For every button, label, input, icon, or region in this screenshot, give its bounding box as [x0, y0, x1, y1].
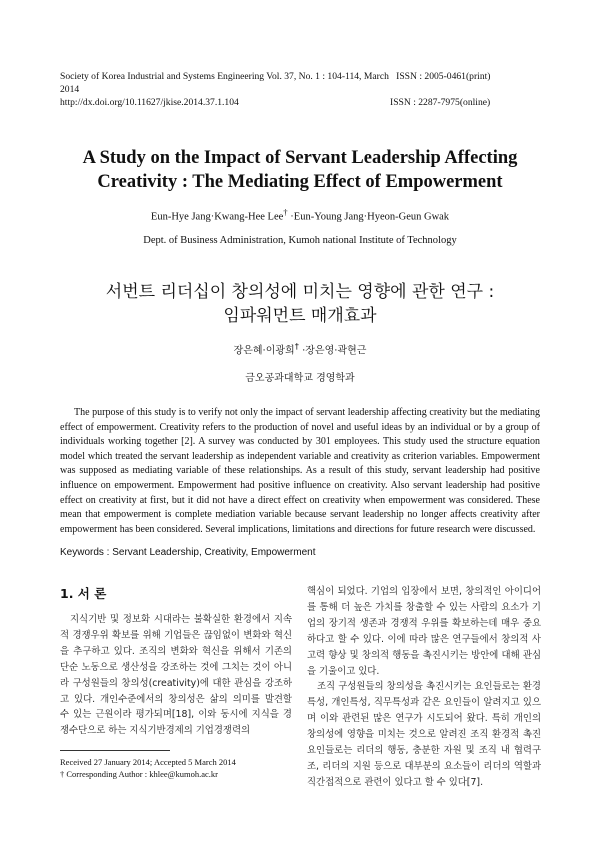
keywords: [60, 547, 540, 558]
body-paragraph: 지식기반 및 정보화 시대라는 불확실한 환경에서 지속적 경쟁우위 확보를 위해 기업들은 끊임없이 변화와 혁신을 추구하고 있다. 조직의 변화와 혁신을 위해서 기존의 단순 노동으로 생산성을 강조하는 것에 그치는 것이 아니라 구성원들의 창의성(creativity)에 대한 관심을 강조하고 있다. 개인수준에서의 창의성은 삶의 의미를 발견할 수 있는 근원이라 평가되며[18], 이와 동시에 지식을 경쟁수단으로 하는 지식기반경제의 기업경쟁력의: [60, 614, 292, 737]
authors-korean: [60, 341, 540, 356]
doi-link[interactable]: http://dx.doi.org/10.11627/jkise.2014.37.1.104: [60, 97, 239, 108]
title-korean-line1: 서번트 리더십이 창의성에 미치는 영향에 관한 연구 :: [105, 282, 495, 302]
footnotes: [60, 756, 300, 780]
footnote-divider: [60, 750, 170, 751]
body-paragraph: 핵심이 되었다. 기업의 입장에서 보면, 창의적인 아이디어를 통해 더 높은 가치를 창출할 수 있는 사람의 요소가 기업의 장기적 생존과 경쟁적 우위를 확보하는데 매우 중요하다고 할 수 있다. 이에 따라 많은 연구들에서 창의적 사고력 향상 및 창의적 행동을 촉진시키는 방안에 대해 관심을 기울이고 있다.: [307, 586, 541, 677]
author-separator: ·: [210, 211, 215, 223]
author-ko-3: 장은영: [305, 345, 335, 357]
section-heading-introduction: 1. 서 론: [60, 586, 107, 601]
author-2: Kwang-Hee Lee: [214, 211, 284, 223]
corresponding-dagger-ko: †: [294, 341, 299, 351]
journal-header: [60, 70, 540, 109]
body-paragraph: 조직 구성원들의 창의성을 촉진시키는 요인들로는 환경특성, 개인특성, 직무특성과 같은 요인들이 알려지고 있으며 이와 관련된 많은 연구가 시도되어 왔다. 특히 개인의 창의성에 영향을 미치는 것으로 알려진 조직 환경적 촉진요인들로는 리더의 행동, 충분한 자원 및 조직 내 협력구조, 리더의 지원 등으로 대부분의 요소들이 리더의 역할과 직간접적으로 관련이 있다고 할 수 있다[7].: [307, 681, 541, 788]
affiliation-english: Dept. of Business Administration, Kumoh national Institute of Technology: [143, 235, 457, 246]
keywords-label: Keywords: [60, 547, 104, 558]
title-english-line2: Creativity : The Mediating Effect of Empowerment: [97, 172, 503, 192]
title-english: [60, 146, 540, 194]
author-separator: ·: [363, 211, 368, 223]
column-left: [60, 584, 292, 739]
author-separator: ·: [290, 211, 294, 223]
title-korean-line2: 임파워먼트 매개효과: [223, 306, 377, 326]
column-right: [307, 584, 541, 791]
journal-citation: Society of Korea Industrial and Systems Engineering Vol. 37, No. 1 : 104-114, March 2014: [60, 71, 389, 95]
keywords-separator: :: [103, 547, 113, 558]
author-ko-1: 장은혜: [233, 345, 263, 357]
received-date: Received 27 January 2014; Accepted 5 March 2014: [60, 757, 236, 767]
keywords-text: Servant Leadership, Creativity, Empowerment: [112, 547, 316, 558]
authors-english: [60, 207, 540, 223]
title-korean: [60, 280, 540, 328]
author-ko-separator: ·: [302, 345, 306, 357]
author-ko-separator: ·: [334, 345, 338, 357]
corresponding-author: † Corresponding Author : khlee@kumoh.ac.kr: [60, 769, 218, 779]
author-1: Eun-Hye Jang: [150, 211, 211, 223]
title-english-line1: A Study on the Impact of Servant Leadership Affecting: [82, 148, 518, 168]
affiliation-korean: 금오공과대학교 경영학과: [245, 373, 355, 384]
author-3: Eun-Young Jang: [293, 211, 364, 223]
issn-print: ISSN : 2005-0461(print): [396, 71, 491, 82]
corresponding-dagger: †: [283, 207, 288, 217]
author-ko-separator: ·: [262, 345, 266, 357]
author-ko-2: 이광희: [265, 345, 295, 357]
author-ko-4: 곽현근: [337, 345, 367, 357]
issn-online: ISSN : 2287-7975(online): [390, 97, 491, 108]
abstract: The purpose of this study is to verify not only the impact of servant leadership affecting creativity but the mediating effect of empowerment. Creativity refers to the production of novel and useful ideas by an individual or by a group of individuals working together [2]. A survey was conducted by 301 employees. This study used the structure equation model which treated the servant leadership as independent variable and creativity as criterion variables. Empowerment was supposed as mediating variable of these relationships. As a result of this study, servant leadership had positive influence on empowerment. Empowerment had positive influence on creativity. Also servant leadership had positive effect on creativity at first, but it did not have a direct effect on creativity when empowerment was considered. These mean that empowerment is complete mediation variable because servant leadership no longer affects creativity after empowerment has been considered. Several implications, limitations and directions for future research were discussed.: [60, 407, 540, 535]
author-4: Hyeon-Geun Gwak: [367, 211, 450, 223]
